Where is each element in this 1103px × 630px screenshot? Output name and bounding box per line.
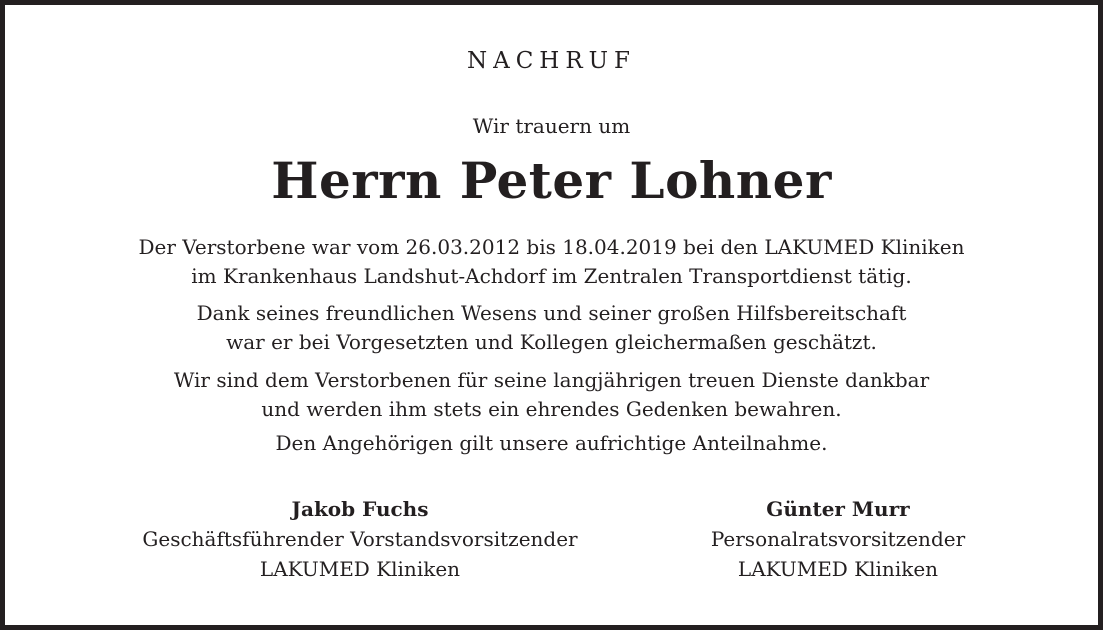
obituary-heading: NACHRUF bbox=[466, 48, 637, 74]
paragraph-line: Der Verstorbene war vom 26.03.2012 bis 18.04.2019 bei den LAKUMED Kliniken bbox=[138, 235, 965, 259]
paragraph-line: Wir sind dem Verstorbenen für seine langjährigen treuen Dienste dankbar bbox=[173, 368, 930, 392]
paragraph-line: Den Angehörigen gilt unsere aufrichtige Anteilnahme. bbox=[275, 431, 828, 455]
signatory-right bbox=[588, 494, 1088, 584]
signatory-role: Personalratsvorsitzender bbox=[710, 527, 966, 551]
paragraph-line: im Krankenhaus Landshut-Achdorf im Zentralen Transportdienst tätig. bbox=[191, 264, 912, 288]
deceased-name: Herrn Peter Lohner bbox=[271, 151, 832, 210]
paragraph-line: und werden ihm stets ein ehrendes Gedenken bewahren. bbox=[261, 397, 842, 421]
signatory-name: Jakob Fuchs bbox=[291, 497, 429, 521]
signatory-role: Geschäftsführender Vorstandsvorsitzender bbox=[142, 527, 578, 551]
signatory-left bbox=[60, 494, 660, 584]
signatory-organization: LAKUMED Kliniken bbox=[737, 557, 939, 581]
paragraph-character bbox=[0, 299, 1103, 357]
signatory-name: Günter Murr bbox=[766, 497, 910, 521]
paragraph-line: war er bei Vorgesetzten und Kollegen gleichermaßen geschätzt. bbox=[226, 330, 877, 354]
intro-text: Wir trauern um bbox=[472, 114, 631, 138]
paragraph-gratitude bbox=[0, 366, 1103, 424]
paragraph-condolence bbox=[0, 429, 1103, 458]
signatory-organization: LAKUMED Kliniken bbox=[259, 557, 461, 581]
paragraph-service bbox=[0, 233, 1103, 291]
paragraph-line: Dank seines freundlichen Wesens und seiner großen Hilfsbereitschaft bbox=[196, 301, 907, 325]
